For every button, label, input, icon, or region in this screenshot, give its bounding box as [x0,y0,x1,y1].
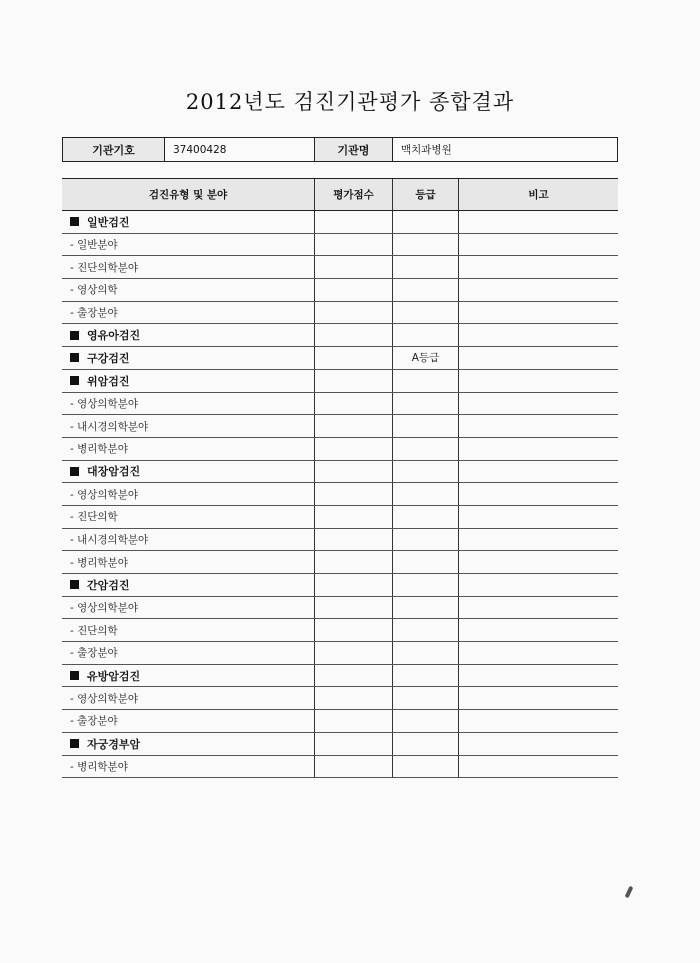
row-label-cell [62,687,314,709]
remarks-cell [458,415,618,437]
grade-cell [392,756,458,778]
remarks-cell [458,665,618,687]
table-row-category [62,461,618,484]
remarks-cell [458,506,618,528]
score-cell [314,710,392,732]
score-cell [314,687,392,709]
header-remarks: 비고 [458,179,618,210]
table-row-category [62,665,618,688]
table-row [62,279,618,302]
institution-name-value: 맥치과병원 [401,144,452,156]
grade-cell [392,438,458,460]
subcategory-label: - 영상의학분야 [70,488,138,501]
subcategory-label: - 진단의학 [70,624,118,637]
institution-code-label: 기관기호 [63,138,165,161]
score-cell [314,415,392,437]
table-row [62,642,618,665]
score-cell [314,483,392,505]
row-label-cell [62,733,314,755]
grade-cell [392,619,458,641]
institution-info-table [62,137,618,162]
grade-cell [392,461,458,483]
grade-cell [392,687,458,709]
remarks-cell [458,438,618,460]
score-cell [314,574,392,596]
table-row [62,619,618,642]
remarks-cell [458,211,618,233]
remarks-cell [458,710,618,732]
subcategory-label: - 영상의학 [70,284,118,297]
row-label-cell [62,597,314,619]
subcategory-label: - 병리학분야 [70,760,128,773]
table-row-category [62,347,618,370]
remarks-cell [458,234,618,256]
score-cell [314,393,392,415]
grade-cell [392,279,458,301]
subcategory-label: - 출장분야 [70,715,118,728]
remarks-cell [458,574,618,596]
subcategory-label: - 출장분야 [70,647,118,660]
score-cell [314,506,392,528]
score-cell [314,733,392,755]
grade-cell [392,483,458,505]
row-label-cell [62,529,314,551]
table-row-category [62,211,618,234]
subcategory-label: - 일반분야 [70,239,118,252]
subcategory-label: - 영상의학분야 [70,692,138,705]
score-cell [314,529,392,551]
remarks-cell [458,393,618,415]
table-row [62,597,618,620]
table-row-category [62,733,618,756]
row-label-cell [62,665,314,687]
table-row [62,551,618,574]
row-label-cell [62,324,314,346]
row-label-cell [62,551,314,573]
category-label: 일반검진 [87,215,130,229]
row-label-cell [62,347,314,369]
remarks-cell [458,687,618,709]
grade-cell [392,574,458,596]
table-row [62,393,618,416]
row-label-cell [62,370,314,392]
row-label-cell [62,302,314,324]
remarks-cell [458,256,618,278]
subcategory-label: - 진단의학 [70,511,118,524]
square-bullet-icon [70,353,79,362]
row-label-cell [62,506,314,528]
category-label: 유방암검진 [87,669,141,683]
row-label-cell [62,234,314,256]
row-label-cell [62,256,314,278]
remarks-cell [458,370,618,392]
table-row [62,302,618,325]
row-label-cell [62,393,314,415]
grade-cell [392,597,458,619]
table-header-row [62,179,618,211]
subcategory-label: - 병리학분야 [70,443,128,456]
category-label: 위암검진 [87,374,130,388]
remarks-cell [458,551,618,573]
table-row [62,710,618,733]
page-title: 2012년도 검진기관평가 종합결과 [185,90,515,114]
grade-cell: A등급 [392,347,458,369]
square-bullet-icon [70,671,79,680]
category-label: 구강검진 [87,351,130,365]
remarks-cell [458,302,618,324]
table-body [62,211,618,778]
score-cell [314,756,392,778]
score-cell [314,279,392,301]
table-row [62,256,618,279]
grade-cell [392,710,458,732]
square-bullet-icon [70,580,79,589]
remarks-cell [458,279,618,301]
category-label: 간암검진 [87,578,130,592]
grade-cell [392,665,458,687]
grade-cell [392,256,458,278]
subcategory-label: - 영상의학분야 [70,397,138,410]
table-row [62,415,618,438]
square-bullet-icon [70,376,79,385]
score-cell [314,256,392,278]
subcategory-label: - 내시경의학분야 [70,533,149,546]
institution-name-label: 기관명 [315,138,393,161]
row-label-cell [62,756,314,778]
grade-cell [392,529,458,551]
table-row-category [62,370,618,393]
row-label-cell [62,483,314,505]
remarks-cell [458,347,618,369]
evaluation-results-table [62,178,618,778]
grade-cell [392,234,458,256]
subcategory-label: - 출장분야 [70,307,118,320]
square-bullet-icon [70,467,79,476]
table-row [62,483,618,506]
table-row [62,234,618,257]
row-label-cell [62,710,314,732]
category-label: 자궁경부암 [87,737,141,751]
score-cell [314,234,392,256]
row-label-cell [62,574,314,596]
grade-cell [392,211,458,233]
remarks-cell [458,642,618,664]
table-row-category [62,574,618,597]
square-bullet-icon [70,739,79,748]
row-label-cell [62,619,314,641]
score-cell [314,619,392,641]
score-cell [314,438,392,460]
header-grade: 등급 [392,179,458,210]
score-cell [314,211,392,233]
square-bullet-icon [70,217,79,226]
row-label-cell [62,415,314,437]
score-cell [314,665,392,687]
row-label-cell [62,461,314,483]
score-cell [314,642,392,664]
remarks-cell [458,483,618,505]
row-label-cell [62,211,314,233]
grade-cell [392,642,458,664]
score-cell [314,597,392,619]
row-label-cell [62,279,314,301]
score-cell [314,347,392,369]
grade-cell [392,551,458,573]
table-row [62,687,618,710]
subcategory-label: - 병리학분야 [70,556,128,569]
subcategory-label: - 영상의학분야 [70,602,138,615]
remarks-cell [458,324,618,346]
grade-cell [392,506,458,528]
remarks-cell [458,733,618,755]
score-cell [314,461,392,483]
header-category: 검진유형 및 분야 [148,189,228,201]
table-row [62,506,618,529]
score-cell [314,302,392,324]
grade-cell [392,393,458,415]
table-row-category [62,324,618,347]
table-row [62,529,618,552]
grade-cell [392,415,458,437]
score-cell [314,370,392,392]
remarks-cell [458,461,618,483]
category-label: 영유아검진 [87,329,141,343]
remarks-cell [458,529,618,551]
scan-mark [625,886,634,899]
table-row [62,438,618,461]
remarks-cell [458,756,618,778]
category-label: 대장암검진 [87,465,141,479]
grade-cell [392,733,458,755]
grade-cell [392,370,458,392]
score-cell [314,324,392,346]
score-cell [314,551,392,573]
row-label-cell [62,642,314,664]
institution-code-value: 37400428 [165,138,315,161]
square-bullet-icon [70,331,79,340]
grade-cell [392,324,458,346]
row-label-cell [62,438,314,460]
remarks-cell [458,597,618,619]
subcategory-label: - 내시경의학분야 [70,420,149,433]
header-score: 평가점수 [314,179,392,210]
table-row [62,756,618,779]
grade-cell [392,302,458,324]
subcategory-label: - 진단의학분야 [70,261,138,274]
remarks-cell [458,619,618,641]
